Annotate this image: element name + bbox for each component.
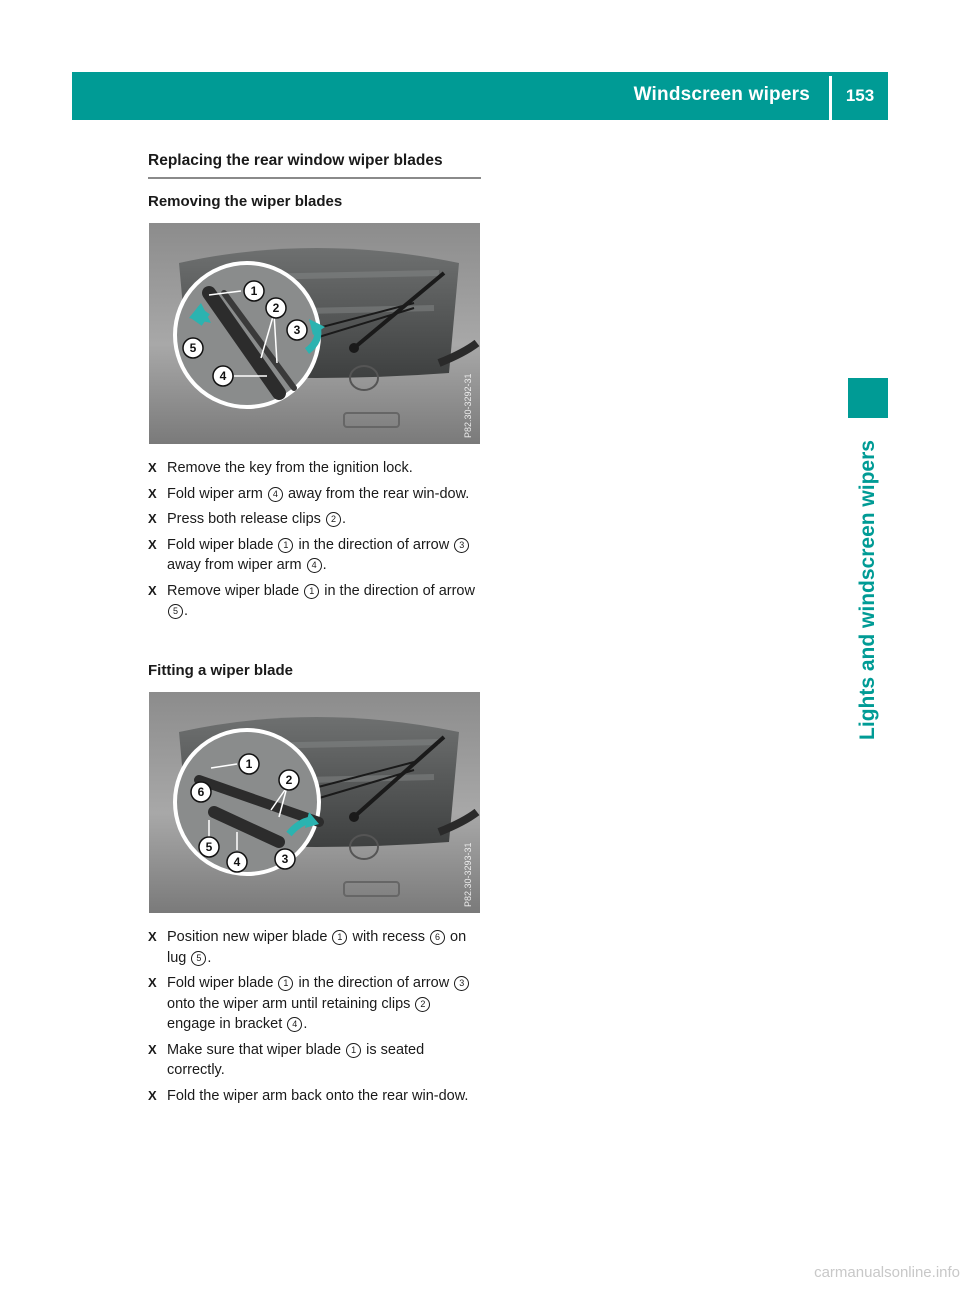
callout-ref: 1: [278, 976, 293, 991]
callout-ref: 6: [430, 930, 445, 945]
figure-code: P82.30-3293-31: [463, 842, 473, 907]
list-item: X Press both release clips 2 .: [148, 509, 483, 530]
callout-ref: 2: [326, 512, 341, 527]
callout-ref: 5: [168, 604, 183, 619]
list-item: X Position new wiper blade 1 with recess 6 on lug 5 .: [148, 929, 467, 966]
page-number: 153: [845, 86, 875, 105]
list-item: X Remove wiper blade 1 in the direction of arrow 5 .: [148, 582, 475, 619]
callout-ref: 2: [415, 997, 430, 1012]
side-tab-label: Lights and windscreen wipers: [856, 440, 879, 740]
step-arrow-icon: X: [148, 536, 157, 552]
callout-ref: 4: [287, 1017, 302, 1032]
figure-label-3: 3: [293, 323, 301, 337]
page-header: [72, 72, 888, 120]
figure-label-4: 4: [219, 369, 227, 383]
list-item: X Fold wiper arm 4 away from the rear win-dow.: [148, 484, 483, 505]
list-item: X Remove the key from the ignition lock.: [148, 458, 483, 479]
figure-label-5: 5: [205, 840, 213, 854]
callout-ref: 4: [268, 487, 283, 502]
step-arrow-icon: X: [148, 975, 157, 990]
watermark: carmanualsonline.info: [814, 1264, 960, 1281]
fitting-title: Fitting a wiper blade: [148, 662, 294, 679]
step-arrow-icon: X: [148, 460, 157, 475]
list-item: X Fold wiper blade 1 in the direction of arrow 3 onto the wiper arm until retaining clips 2 engage in bracket 4 .: [148, 973, 483, 1035]
callout-ref: 5: [191, 951, 206, 966]
removing-title: Removing the wiper blades: [148, 193, 343, 210]
figure-label-2: 2: [285, 773, 293, 787]
section-title: Replacing the rear window wiper blades: [148, 152, 481, 179]
figure-label-4: 4: [233, 855, 241, 869]
figure-code: P82.30-3292-31: [463, 373, 473, 438]
callout-ref: 3: [454, 538, 469, 553]
list-item: X Fold the wiper arm back onto the rear win-dow.: [148, 1086, 483, 1107]
header-divider: [829, 76, 832, 120]
list-item: X Fold wiper blade 1 in the direction of arrow 3 away from wiper arm 4 .: [148, 535, 483, 576]
header-title: Windscreen wipers: [633, 84, 810, 105]
figure-label-1: 1: [245, 757, 253, 771]
figure-label-2: 2: [272, 301, 280, 315]
step-arrow-icon: X: [148, 929, 157, 944]
step-arrow-icon: X: [148, 1087, 157, 1103]
callout-ref: 3: [454, 976, 469, 991]
list-item: X Make sure that wiper blade 1 is seated correctly.: [148, 1041, 425, 1078]
callout-ref: 1: [346, 1043, 361, 1058]
fitting-steps: [148, 927, 483, 1111]
callout-ref: 1: [332, 930, 347, 945]
removing-figure: [149, 223, 480, 444]
figure-label-3: 3: [281, 852, 289, 866]
callout-ref: 4: [307, 558, 322, 573]
figure-label-6: 6: [197, 785, 205, 799]
callout-ref: 1: [278, 538, 293, 553]
side-tab-marker: [848, 378, 888, 418]
figure-label-5: 5: [189, 341, 197, 355]
step-arrow-icon: X: [148, 582, 157, 598]
figure-label-1: 1: [250, 284, 258, 298]
step-arrow-icon: X: [148, 511, 157, 526]
callout-ref: 1: [304, 584, 319, 599]
removing-steps: [148, 458, 483, 627]
step-arrow-icon: X: [148, 1041, 157, 1057]
fitting-figure: [149, 692, 480, 913]
step-arrow-icon: X: [148, 485, 157, 501]
